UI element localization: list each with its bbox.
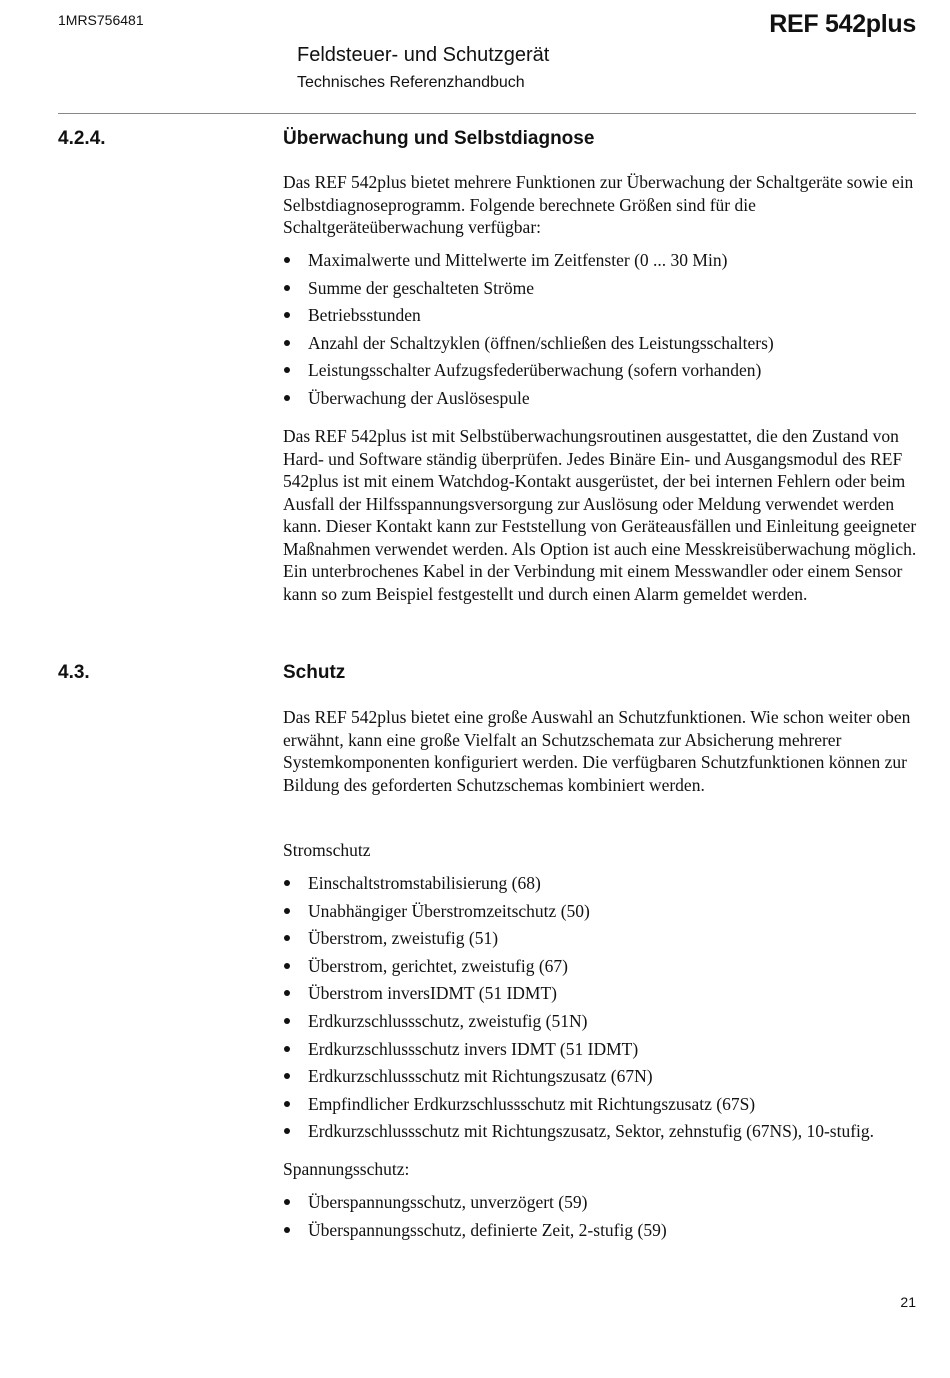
intro-paragraph: Das REF 542plus bietet eine große Auswahl an Schutzfunktionen. Wie schon weiter oben erwähnt, kann eine große Vielfalt an Schutzschemata zur Absicherung mehrerer Systemkomponenten konfiguriert werden. Die verfügbaren Schutzfunktionen können zur Bildung des geforderten Schutzschemas kombiniert werden. [283, 707, 911, 795]
list-item: Maximalwerte und Mittelwerte im Zeitfenster (0 ... 30 Min) [283, 249, 923, 277]
list-item: Erdkurzschlussschutz mit Richtungszusatz, Sektor, zehnstufig (67NS), 10-stufig. [283, 1120, 923, 1148]
document-id: 1MRS756481 [58, 12, 144, 28]
section-number: 4.3. [58, 662, 90, 683]
page-number: 21 [900, 1294, 916, 1310]
list-item: Leistungsschalter Aufzugsfederüberwachung (sofern vorhanden) [283, 359, 923, 387]
document-type: Technisches Referenzhandbuch [297, 74, 525, 91]
subheading: Spannungsschutz: [283, 1159, 410, 1179]
list-item: Einschaltstromstabilisierung (68) [283, 872, 923, 900]
document-subtitle: Feldsteuer- und Schutzgerät [297, 44, 550, 66]
list-item: Überspannungsschutz, definierte Zeit, 2-stufig (59) [283, 1219, 923, 1247]
list-item: Überspannungsschutz, unverzögert (59) [283, 1191, 923, 1219]
list-item: Unabhängiger Überstromzeitschutz (50) [283, 900, 923, 928]
list-item: Betriebsstunden [283, 304, 923, 332]
current-protection-list [283, 872, 923, 1148]
list-item: Empfindlicher Erdkurzschlussschutz mit Richtungszusatz (67S) [283, 1093, 923, 1121]
list-item: Überwachung der Auslösespule [283, 387, 923, 415]
section-intro [283, 706, 923, 796]
section-intro [283, 171, 923, 239]
subheading-current [283, 839, 923, 862]
header-divider [58, 113, 916, 114]
list-item: Überstrom inversIDMT (51 IDMT) [283, 982, 923, 1010]
monitoring-list [283, 249, 923, 415]
intro-paragraph: Das REF 542plus bietet mehrere Funktionen zur Überwachung der Schaltgeräte sowie ein Selbstdiagnoseprogramm. Folgende berechnete Größen sind für die Schaltgeräteüberwachung verfügbar: [283, 172, 914, 237]
section-title: Schutz [283, 662, 346, 683]
voltage-protection-list [283, 1191, 923, 1246]
list-item: Überstrom, zweistufig (51) [283, 927, 923, 955]
section-number: 4.2.4. [58, 128, 106, 149]
list-item: Anzahl der Schaltzyklen (öffnen/schließen des Leistungsschalters) [283, 332, 923, 360]
subheading: Stromschutz [283, 840, 371, 860]
subheading-voltage [283, 1158, 923, 1181]
list-item: Überstrom, gerichtet, zweistufig (67) [283, 955, 923, 983]
list-item: Erdkurzschlussschutz invers IDMT (51 IDMT) [283, 1038, 923, 1066]
section-title: Überwachung und Selbstdiagnose [283, 128, 595, 149]
body-paragraph: Das REF 542plus ist mit Selbstüberwachungsroutinen ausgestattet, die den Zustand von Hard- und Software ständig überprüfen. Jedes Binäre Ein- und Ausgangsmodul des REF 542plus ist mit einem Watchdog-Kontakt ausgerüstet, der bei internen Fehlern oder beim Ausfall der Hilfsspannungsversorgung zur Auslösung oder Meldung verwendet werden kann. Dieser Kontakt kann zur Feststellung von Geräteausfällen und Einleitung geeigneter Maßnahmen verwendet werden. Als Option ist auch eine Messkreisüberwachung möglich. Ein unterbrochenes Kabel in der Verbindung mit einem Messwandler oder einem Sensor kann so zum Beispiel festgestellt und durch einen Alarm gemeldet werden. [283, 426, 917, 604]
list-item: Erdkurzschlussschutz mit Richtungszusatz (67N) [283, 1065, 923, 1093]
self-monitoring-text [283, 425, 923, 605]
list-item: Summe der geschalteten Ströme [283, 277, 923, 305]
list-item: Erdkurzschlussschutz, zweistufig (51N) [283, 1010, 923, 1038]
product-name: REF 542plus [769, 10, 916, 38]
